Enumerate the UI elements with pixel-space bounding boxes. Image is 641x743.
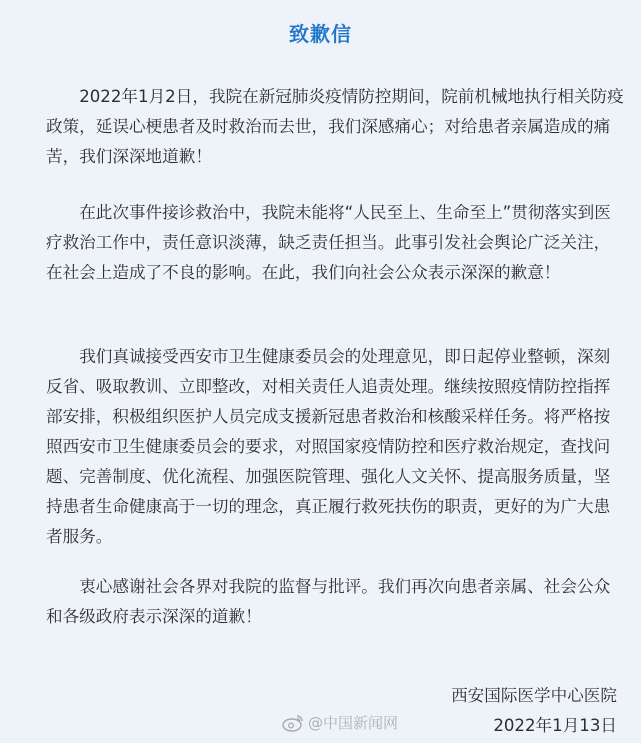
watermark-text: @中国新闻网 [308, 714, 399, 732]
watermark [282, 712, 398, 733]
signer-name: 西安国际医学中心医院 [451, 686, 617, 705]
paragraph-3: 我们真诚接受西安市卫生健康委员会的处理意见，即日起停业整顿，深刻反省、吸取教训、立即整改，对相关责任人追责处理。继续按照疫情防控指挥部安排，积极组织医护人员完成支援新冠患者救治和核酸采样任务。将严格按照西安市卫生健康委员会的要求，对照国家疫情防控和医疗救治规定，查找问题、完善制度、优化流程、加强医院管理、强化人文关怀、提高服务质量，坚持患者生命健康高于一切的理念，真正履行救死扶伤的职责，更好的为广大患者服务。 [46, 347, 611, 546]
paragraph-1: 2022年1月2日，我院在新冠肺炎疫情防控期间，院前机械地执行相关防疫政策，延误心梗患者及时救治而去世，我们深感痛心；对给患者亲属造成的痛苦，我们深深地道歉！ [46, 87, 624, 166]
weibo-icon [282, 714, 304, 732]
paragraph-2: 在此次事件接诊救治中，我院未能将“人民至上、生命至上”贯彻落实到医疗救治工作中，责任意识淡薄，缺乏责任担当。此事引发社会舆论广泛关注，在社会上造成了不良的影响。在此，我们向社会公众表示深深的歉意！ [46, 203, 611, 282]
paragraph-4: 衷心感谢社会各界对我院的监督与批评。我们再次向患者亲属、社会公众和各级政府表示深深的道歉！ [46, 577, 611, 626]
signature-date: 2022年1月13日 [493, 716, 617, 735]
letter-title: 致歉信 [289, 22, 352, 46]
